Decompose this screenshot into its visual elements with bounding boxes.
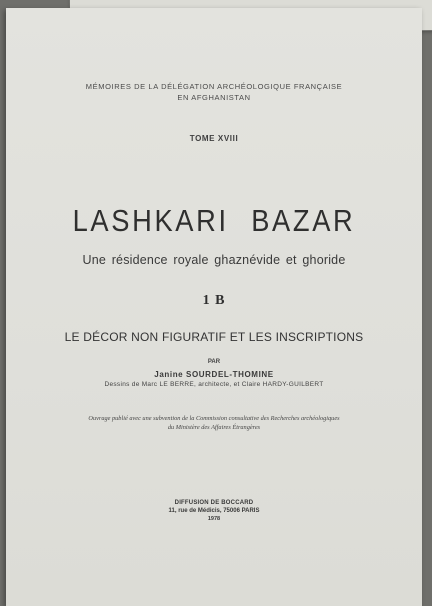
book-subtitle: Une résidence royale ghaznévide et ghoride xyxy=(82,253,346,267)
series-name-continued: EN AFGHANISTAN xyxy=(177,93,251,102)
title-page xyxy=(6,8,422,606)
illustrators-credit: Dessins de Marc LE BERRE, architecte, et Claire HARDY-GUILBERT xyxy=(104,381,324,388)
publisher-address: 11, rue de Médicis, 75006 PARIS xyxy=(168,508,260,514)
funding-note-continued: du Ministère des Affaires Étrangères xyxy=(167,424,261,431)
part-title: LE DÉCOR NON FIGURATIF ET LES INSCRIPTIONS xyxy=(64,330,364,344)
by-label: PAR xyxy=(207,359,221,365)
funding-note: Ouvrage publié avec une subvention de la Commission consultative des Recherches archéologiques xyxy=(88,415,340,422)
tome-number: TOME XVIII xyxy=(189,134,239,143)
publication-year: 1978 xyxy=(207,516,221,522)
series-name: MÉMOIRES DE LA DÉLÉGATION ARCHÉOLOGIQUE FRANÇAISE xyxy=(85,82,343,91)
author-name: Janine SOURDEL-THOMINE xyxy=(154,370,274,379)
volume-number: 1 B xyxy=(202,293,226,308)
publisher-name: DIFFUSION DE BOCCARD xyxy=(174,500,254,506)
book-title: LASHKARI BAZAR xyxy=(72,203,356,238)
